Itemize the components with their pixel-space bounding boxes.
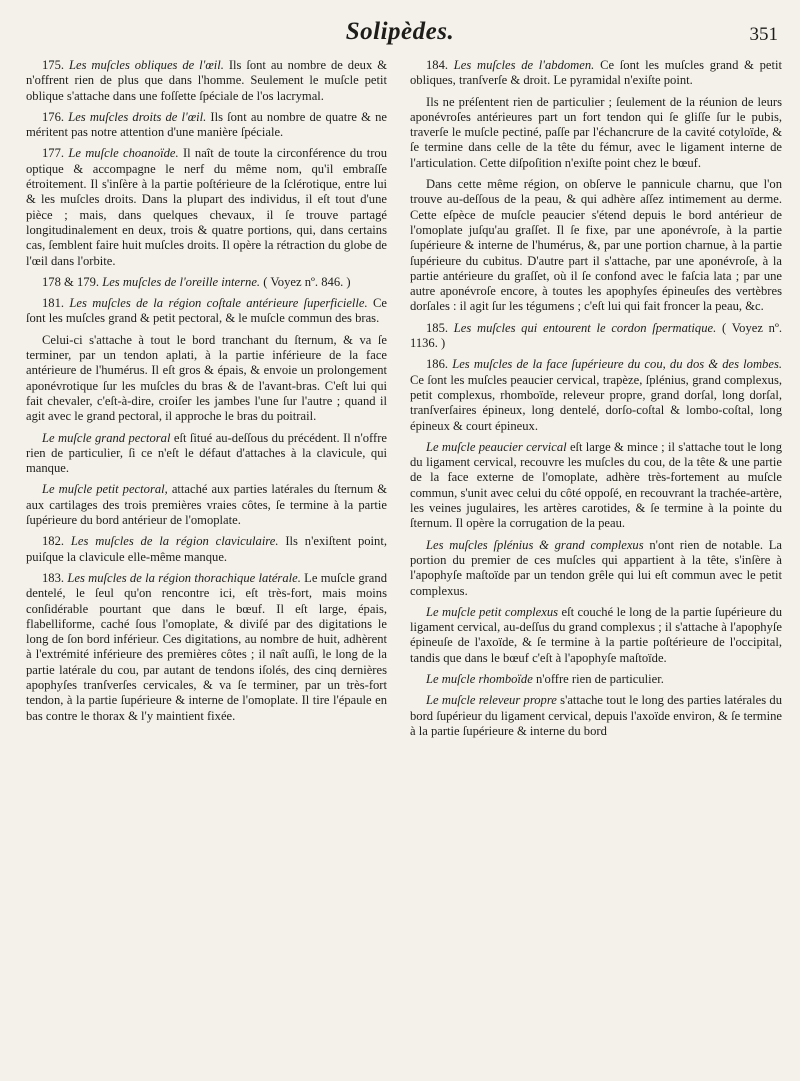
paragraph-text: Ils ne préſentent rien de particulier ; ſeulement de la réunion de leurs aponévroſes antérieures part un fort tendon qui ſe gliſſe ſur le pubis, traverſe le muſcle pectiné, paſſe par l'échancrure de la cavité cotyloïde, & ſe termine dans celle de la tête du fémur, avec le ligament interne de l'articulation. Cette diſpoſition n'exiſte point chez le bœuf. bbox=[410, 94, 782, 170]
paragraph-lead: Les muſcles de la région claviculaire. bbox=[70, 534, 279, 549]
paragraph-lead: Les muſcles ſplénius & grand complexus bbox=[426, 537, 644, 552]
paragraph-text: Ils n'exiſtent point, puiſque la clavicule elle-même manque. bbox=[26, 534, 387, 564]
paragraph bbox=[26, 482, 387, 528]
paragraph-number: 182. bbox=[42, 534, 65, 549]
paragraph bbox=[410, 693, 782, 739]
paragraph-text: Le muſcle grand dentelé, le ſeul qu'on rencontre ici, eſt très-fort, mais moins conſidérable pourtant que dans le bœuf. Il eſt large, épais, flabelliforme, caché ſous l'omoplate, & diviſé par des digitations le long de ſon bord inférieur. Ces digitations, au nombre de huit, adhèrent à l'extrémité inférieure des premières côtes ; il naît auſſi, le long de la partie latérale du cou, par autant de tendons iſolés, des cinq dernières apophyſes tranſverſes cervicales, & va ſe terminer, par un très-fort tendon, à la partie ſupérieure & interne de l'omoplate. Il tire l'épaule en bas contre le thorax & l'y maintient fixée. bbox=[26, 570, 387, 723]
running-title: Solipèdes. bbox=[345, 18, 455, 45]
paragraph bbox=[26, 58, 387, 104]
paragraph-text: ( Voyez nº. 846. ) bbox=[263, 274, 351, 289]
page-number: 351 bbox=[749, 24, 778, 45]
paragraph bbox=[410, 58, 782, 89]
paragraph bbox=[410, 440, 782, 532]
paragraph-text: n'offre rien de particulier. bbox=[535, 671, 664, 686]
paragraph-lead: Le muſcle choanoïde. bbox=[68, 146, 179, 161]
paragraph-text: n'ont rien de notable. La portion du premier de ces muſcles qui appartient à la tête, s'inſère à l'apophyſe maſtoïde par un tendon grêle qui lui eſt commun avec le petit complexus. bbox=[410, 537, 782, 598]
paragraph-lead: Le muſcle peaucier cervical bbox=[426, 439, 567, 454]
paragraph bbox=[26, 431, 387, 477]
paragraph-text: eſt large & mince ; il s'attache tout le long du ligament cervical, recouvre les muſcles du cou, de la tête & une partie de la face externe de l'omoplate, adhère très-fortement au muſcle commun, s'unit avec celui du côté oppoſé, en recouvrant la trachée-artère, les veines jugulaires, les artères carotides, & ſe termine à la pointe du ſternum. Il opère la corrugation de la peau. bbox=[410, 439, 782, 531]
paragraph-text: Il naît de toute la circonférence du trou optique & accompagne le nerf du même nom, qu'il embraſſe étroitement. Il s'inſère à la partie poſtérieure de la ſclérotique, entre lui & les muſcles droits. Dans la plupart des individus, il eſt tout d'une pièce ; mais, dans quelques chevaux, il ſe trouve partagé longitudinalement en deux, trois & quatre portions, qui, dans certains cas, ſemblent faire huit muſcles droits. Il opère la rétraction du globe de l'œil dans l'orbite. bbox=[26, 146, 387, 268]
paragraph-number: 184. bbox=[426, 58, 449, 72]
left-text-column bbox=[26, 58, 387, 730]
paragraph-text: eſt ſitué au-deſſous du précédent. Il n'offre rien de particulier, ſi ce n'eſt le défaut d'attaches à la clavicule, qui manque. bbox=[26, 430, 387, 476]
paragraph-text: Ce ſont les muſcles grand & petit obliques, tranſverſe & droit. Le pyramidal n'exiſte point. bbox=[410, 58, 783, 88]
paragraph bbox=[26, 571, 387, 724]
paragraph-lead: Le muſcle releveur propre bbox=[426, 693, 557, 708]
paragraph-number: 185. bbox=[426, 320, 449, 335]
paragraph bbox=[26, 333, 387, 425]
page-header bbox=[0, 14, 800, 54]
paragraph bbox=[410, 177, 782, 315]
paragraph-lead: Les muſcles de l'abdomen. bbox=[453, 58, 595, 72]
paragraph-lead: Les muſcles de la région coſtale antérieure ſuperficielle. bbox=[69, 296, 368, 311]
paragraph bbox=[410, 538, 782, 599]
paragraph-number: 183. bbox=[42, 570, 65, 585]
paragraph bbox=[26, 296, 387, 327]
paragraph-text: eſt couché le long de la partie ſupérieure du ligament cervical, au-deſſus du grand complexus ; il s'attache à l'apophyſe épineuſe de l'axoïde, & ſe termine à la partie poſtérieure de l'occipital, tandis que dans le bœuf c'eſt à l'apophyſe maſtoïde. bbox=[410, 604, 783, 665]
paragraph-text: Ce ſont les muſcles peaucier cervical, trapèze, ſplénius, grand complexus, petit complexus, rhomboïde, releveur propre, grand dorſal, long dorſal, tranſverſaires épineux, long dentelé, dorſo-coſtal & lombo-coſtal, long épineux & court épineux. bbox=[410, 372, 782, 433]
paragraph-lead: Le muſcle grand pectoral bbox=[42, 430, 171, 445]
paragraph-text: ( Voyez nº. 1136. ) bbox=[410, 320, 783, 351]
paragraph-number: 176. bbox=[42, 109, 65, 124]
paragraph-lead: Le muſcle rhomboïde bbox=[426, 671, 533, 686]
paragraph-text: attaché aux parties latérales du ſternum & aux cartilages des trois premières vraies côtes, ſe termine à la partie ſupérieure du bord antérieur de l'omoplate. bbox=[26, 482, 388, 528]
paragraph-lead: Les muſcles obliques de l'œil. bbox=[68, 58, 224, 72]
paragraph-text: Celui-ci s'attache à tout le bord tranchant du ſternum, & va ſe terminer, par un tendon aplati, à la partie inférieure de la face antérieure de l'humérus. Il eſt gros & épais, & envoie un prolongement aponévrotique ſur les muſcles du bras & de l'avant-bras. C'eſt lui qui fait chevaler, c'eſt-à-dire, croiſer les jambes l'une ſur l'autre ; quand il agit avec le grand pectoral, il approche le bras du poitrail. bbox=[26, 332, 387, 424]
paragraph-lead: Le muſcle petit complexus bbox=[426, 604, 559, 619]
paragraph bbox=[26, 275, 387, 290]
paragraph bbox=[410, 321, 782, 352]
paragraph-number: 175. bbox=[42, 58, 65, 72]
paragraph-text: Ils ſont au nombre de quatre & ne méritent pas notre attention d'une manière ſpéciale. bbox=[26, 109, 387, 140]
right-text-column bbox=[410, 58, 782, 745]
paragraph bbox=[410, 357, 782, 433]
paragraph bbox=[26, 110, 387, 141]
paragraph-text: Ce ſont les muſcles grand & petit pectoral, & le muſcle commun des bras. bbox=[26, 296, 387, 326]
paragraph-number: 178 & 179. bbox=[42, 274, 100, 289]
paragraph-text: Dans cette même région, on obſerve le pannicule charnu, que l'on trouve au-deſſous de la peau, & qui adhère aſſez intimement au derme. Cette eſpèce de muſcle peaucier s'étend depuis le bord antérieur de l'omoplate juſqu'au graſſet. Il ſe fixe, par une aponévroſe, à la partie ſupérieure & interne de l'humérus, &, par une portion charnue, à la partie ſupérieure du cubitus. D'autre part il s'attache, par une aponévroſe, à la partie antérieure du graſſet, où il ſe confond avec le faſcia lata ; par une autre aponévroſe encore, à toutes les apophyſes épineuſes des vertèbres dorſales : il agit ſur les tégumens ; c'eſt lui qui fait froncer la peau, &c. bbox=[410, 177, 782, 314]
paragraph bbox=[410, 672, 782, 687]
paragraph-lead: Les muſcles droits de l'œil. bbox=[68, 109, 207, 124]
paragraph-text: Ils ſont au nombre de deux & n'offrent rien de plus que dans l'homme. Seulement le muſcle petit oblique s'attache dans une foſſette ſpéciale de l'os lacrymal. bbox=[26, 58, 387, 103]
paragraph bbox=[26, 534, 387, 565]
paragraph-number: 186. bbox=[426, 357, 449, 372]
paragraph-lead: Les muſcles qui entourent le cordon ſpermatique. bbox=[453, 320, 717, 335]
paragraph-lead: Les muſcles de la face ſupérieure du cou, du dos & des lombes. bbox=[452, 357, 782, 372]
paragraph-number: 177. bbox=[42, 146, 65, 161]
paragraph bbox=[26, 146, 387, 268]
paragraph-lead: Les muſcles de l'oreille interne. bbox=[102, 274, 261, 289]
paragraph-lead: Le muſcle petit pectoral, bbox=[42, 482, 168, 497]
paragraph-number: 181. bbox=[42, 296, 65, 311]
paragraph-text: s'attache tout le long des parties latérales du bord ſupérieur du ligament cervical, depuis l'axoïde environ, & ſe termine à la partie ſupérieure & interne du bord bbox=[410, 693, 782, 738]
paragraph bbox=[410, 95, 782, 171]
paragraph bbox=[410, 605, 782, 666]
paragraph-lead: Les muſcles de la région thorachique latérale. bbox=[67, 570, 301, 585]
